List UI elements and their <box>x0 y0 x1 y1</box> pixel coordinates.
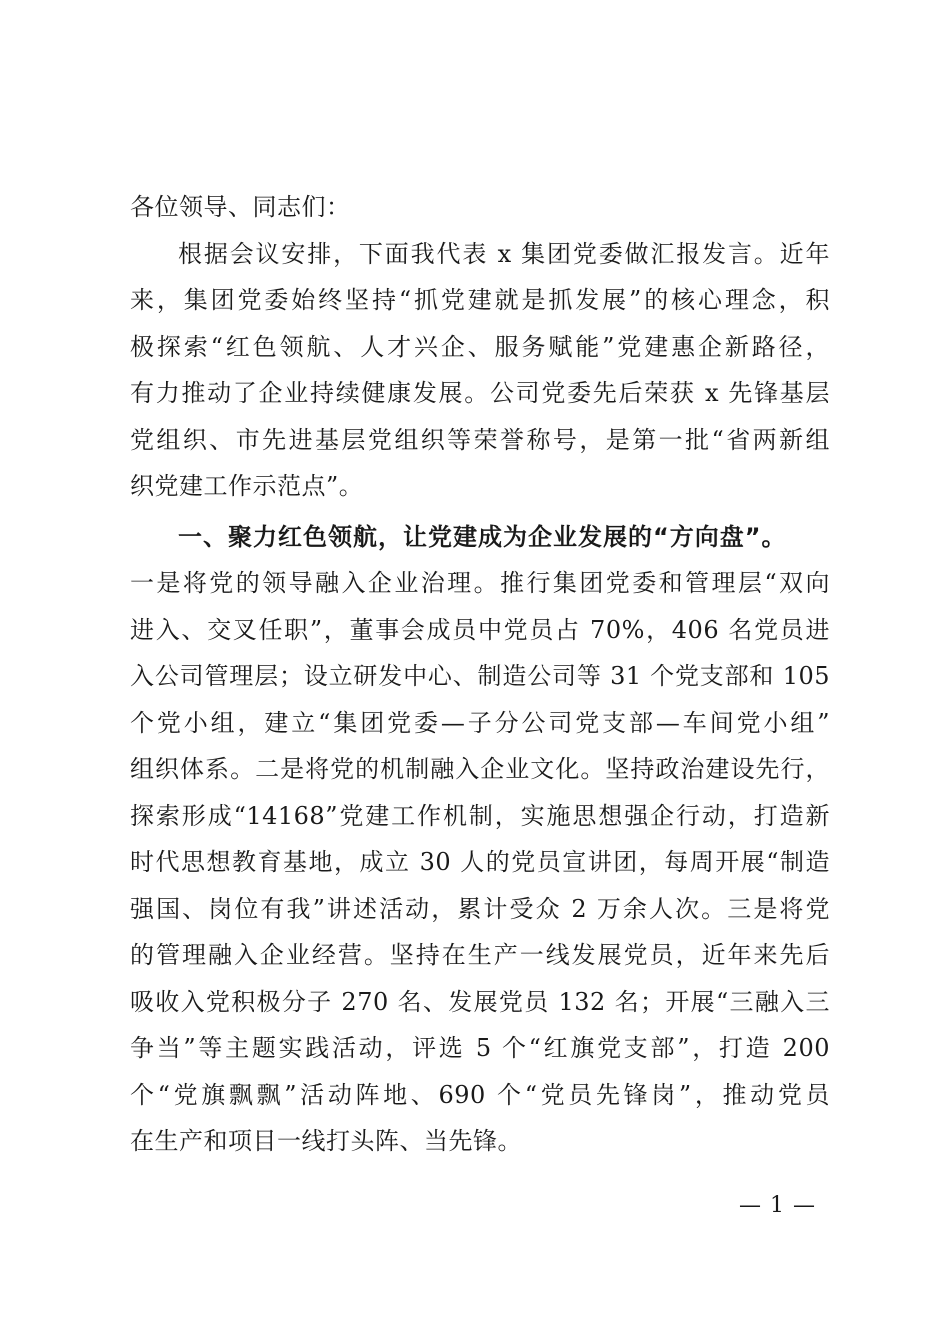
salutation: 各位领导、同志们： <box>130 193 351 221</box>
intro-line: 根据会议安排，下面我代表 x 集团党委做汇报发言。近年 <box>178 239 830 268</box>
section-line: 个党小组，建立“集团党委—子分公司党支部—车间党小组” <box>130 708 830 737</box>
section-heading: 一、聚力红色领航，让党建成为企业发展的“方向盘”。 <box>178 522 787 551</box>
section-line: 争当”等主题实践活动，评选 5 个“红旗党支部”，打造 200 <box>130 1034 830 1062</box>
section-line: 探索形成“14168”党建工作机制，实施思想强企行动，打造新 <box>130 801 830 830</box>
section-line: 时代思想教育基地，成立 30 人的党员宣讲团，每周开展“制造 <box>130 848 830 876</box>
section-line: 入公司管理层；设立研发中心、制造公司等 31 个党支部和 105 <box>130 662 830 690</box>
section-paragraph <box>130 560 830 1165</box>
page-number: — 1 — <box>739 1193 816 1218</box>
section-line: 组织体系。二是将党的机制融入企业文化。坚持政治建设先行， <box>130 755 830 783</box>
intro-line: 党组织、市先进基层党组织等荣誉称号，是第一批“省两新组 <box>130 425 830 454</box>
document-body <box>130 184 830 1165</box>
intro-line: 织党建工作示范点”。 <box>130 472 364 500</box>
intro-line: 极探索“红色领航、人才兴企、服务赋能”党建惠企新路径， <box>130 332 830 361</box>
section-line: 个“党旗飘飘”活动阵地、690 个“党员先锋岗”，推动党员 <box>130 1080 830 1109</box>
intro-line: 有力推动了企业持续健康发展。公司党委先后荣获 x 先锋基层 <box>130 379 830 407</box>
section-line: 吸收入党积极分子 270 名、发展党员 132 名；开展“三融入三 <box>130 987 830 1016</box>
section-line: 进入、交叉任职”，董事会成员中党员占 70%，406 名党员进 <box>130 615 830 644</box>
section-line: 强国、岗位有我”讲述活动，累计受众 2 万余人次。三是将党 <box>130 894 830 923</box>
intro-line: 来，集团党委始终坚持“抓党建就是抓发展”的核心理念，积 <box>130 286 830 314</box>
section-line: 的管理融入企业经营。坚持在生产一线发展党员，近年来先后 <box>130 941 830 969</box>
section-line: 在生产和项目一线打头阵、当先锋。 <box>130 1127 522 1155</box>
section-line: 一是将党的领导融入企业治理。推行集团党委和管理层“双向 <box>130 569 830 597</box>
intro-paragraph <box>130 231 830 510</box>
